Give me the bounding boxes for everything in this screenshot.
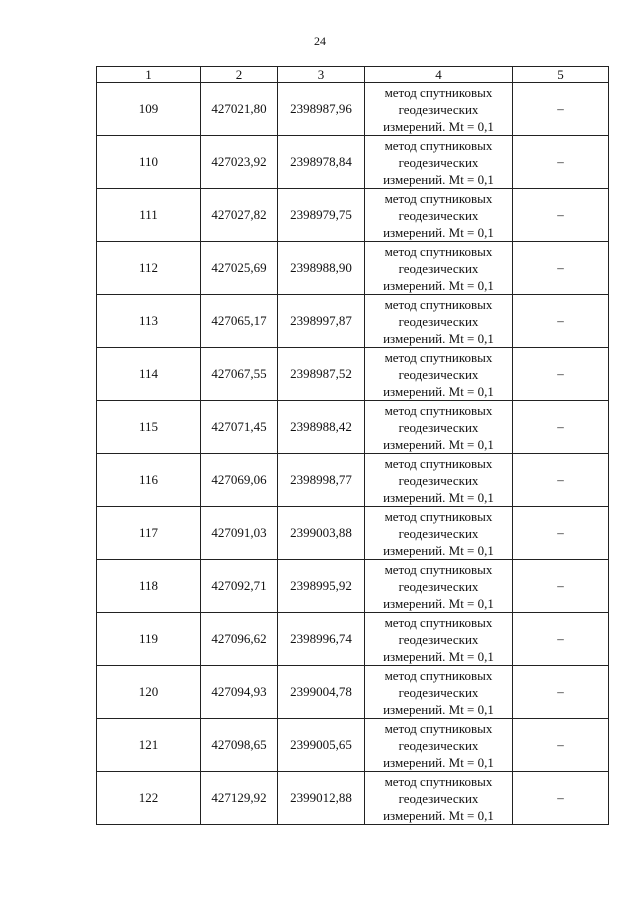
point-number-cell: 116 xyxy=(97,454,201,507)
y-coordinate-cell: 2399012,88 xyxy=(278,772,365,825)
method-cell: метод спутниковых геодезических измерений. Mt = 0,1 xyxy=(365,136,513,189)
table-row xyxy=(97,242,609,295)
point-number-cell: 110 xyxy=(97,136,201,189)
table-row xyxy=(97,83,609,136)
note-cell: – xyxy=(513,560,609,613)
note-cell: – xyxy=(513,454,609,507)
table-row xyxy=(97,719,609,772)
x-coordinate-cell: 427098,65 xyxy=(201,719,278,772)
note-cell: – xyxy=(513,83,609,136)
y-coordinate-cell: 2398995,92 xyxy=(278,560,365,613)
note-cell: – xyxy=(513,613,609,666)
method-cell: метод спутниковых геодезических измерений. Mt = 0,1 xyxy=(365,401,513,454)
table-row xyxy=(97,401,609,454)
page-number: 24 xyxy=(314,34,326,48)
y-coordinate-cell: 2399004,78 xyxy=(278,666,365,719)
y-coordinate-cell: 2398998,77 xyxy=(278,454,365,507)
method-cell: метод спутниковых геодезических измерений. Mt = 0,1 xyxy=(365,666,513,719)
table-row xyxy=(97,189,609,242)
method-cell: метод спутниковых геодезических измерений. Mt = 0,1 xyxy=(365,189,513,242)
x-coordinate-cell: 427069,06 xyxy=(201,454,278,507)
table-row xyxy=(97,666,609,719)
column-header-2: 2 xyxy=(201,67,278,83)
note-cell: – xyxy=(513,189,609,242)
x-coordinate-cell: 427021,80 xyxy=(201,83,278,136)
table-row xyxy=(97,295,609,348)
note-cell: – xyxy=(513,666,609,719)
method-cell: метод спутниковых геодезических измерений. Mt = 0,1 xyxy=(365,242,513,295)
table-row xyxy=(97,136,609,189)
y-coordinate-cell: 2398988,90 xyxy=(278,242,365,295)
x-coordinate-cell: 427092,71 xyxy=(201,560,278,613)
coordinates-table xyxy=(96,66,609,825)
method-cell: метод спутниковых геодезических измерений. Mt = 0,1 xyxy=(365,772,513,825)
method-cell: метод спутниковых геодезических измерений. Mt = 0,1 xyxy=(365,348,513,401)
y-coordinate-cell: 2398988,42 xyxy=(278,401,365,454)
table-row xyxy=(97,507,609,560)
method-cell: метод спутниковых геодезических измерений. Mt = 0,1 xyxy=(365,560,513,613)
x-coordinate-cell: 427094,93 xyxy=(201,666,278,719)
point-number-cell: 120 xyxy=(97,666,201,719)
method-cell: метод спутниковых геодезических измерений. Mt = 0,1 xyxy=(365,295,513,348)
point-number-cell: 111 xyxy=(97,189,201,242)
point-number-cell: 122 xyxy=(97,772,201,825)
column-header-5: 5 xyxy=(513,67,609,83)
point-number-cell: 112 xyxy=(97,242,201,295)
x-coordinate-cell: 427027,82 xyxy=(201,189,278,242)
point-number-cell: 121 xyxy=(97,719,201,772)
point-number-cell: 109 xyxy=(97,83,201,136)
note-cell: – xyxy=(513,772,609,825)
y-coordinate-cell: 2398997,87 xyxy=(278,295,365,348)
column-header-1: 1 xyxy=(97,67,201,83)
note-cell: – xyxy=(513,719,609,772)
point-number-cell: 118 xyxy=(97,560,201,613)
point-number-cell: 119 xyxy=(97,613,201,666)
method-cell: метод спутниковых геодезических измерений. Mt = 0,1 xyxy=(365,83,513,136)
method-cell: метод спутниковых геодезических измерений. Mt = 0,1 xyxy=(365,613,513,666)
method-cell: метод спутниковых геодезических измерений. Mt = 0,1 xyxy=(365,454,513,507)
x-coordinate-cell: 427065,17 xyxy=(201,295,278,348)
note-cell: – xyxy=(513,348,609,401)
y-coordinate-cell: 2398987,96 xyxy=(278,83,365,136)
note-cell: – xyxy=(513,507,609,560)
point-number-cell: 115 xyxy=(97,401,201,454)
y-coordinate-cell: 2399005,65 xyxy=(278,719,365,772)
x-coordinate-cell: 427091,03 xyxy=(201,507,278,560)
table-row xyxy=(97,772,609,825)
table-header-row xyxy=(97,67,609,83)
table-body xyxy=(97,83,609,825)
table-row xyxy=(97,454,609,507)
point-number-cell: 114 xyxy=(97,348,201,401)
note-cell: – xyxy=(513,242,609,295)
note-cell: – xyxy=(513,295,609,348)
x-coordinate-cell: 427067,55 xyxy=(201,348,278,401)
y-coordinate-cell: 2398979,75 xyxy=(278,189,365,242)
method-cell: метод спутниковых геодезических измерений. Mt = 0,1 xyxy=(365,507,513,560)
table-row xyxy=(97,348,609,401)
y-coordinate-cell: 2399003,88 xyxy=(278,507,365,560)
table-row xyxy=(97,560,609,613)
y-coordinate-cell: 2398987,52 xyxy=(278,348,365,401)
x-coordinate-cell: 427025,69 xyxy=(201,242,278,295)
x-coordinate-cell: 427023,92 xyxy=(201,136,278,189)
point-number-cell: 117 xyxy=(97,507,201,560)
x-coordinate-cell: 427129,92 xyxy=(201,772,278,825)
method-cell: метод спутниковых геодезических измерений. Mt = 0,1 xyxy=(365,719,513,772)
y-coordinate-cell: 2398978,84 xyxy=(278,136,365,189)
note-cell: – xyxy=(513,401,609,454)
column-header-3: 3 xyxy=(278,67,365,83)
x-coordinate-cell: 427096,62 xyxy=(201,613,278,666)
y-coordinate-cell: 2398996,74 xyxy=(278,613,365,666)
x-coordinate-cell: 427071,45 xyxy=(201,401,278,454)
table-row xyxy=(97,613,609,666)
point-number-cell: 113 xyxy=(97,295,201,348)
note-cell: – xyxy=(513,136,609,189)
column-header-4: 4 xyxy=(365,67,513,83)
